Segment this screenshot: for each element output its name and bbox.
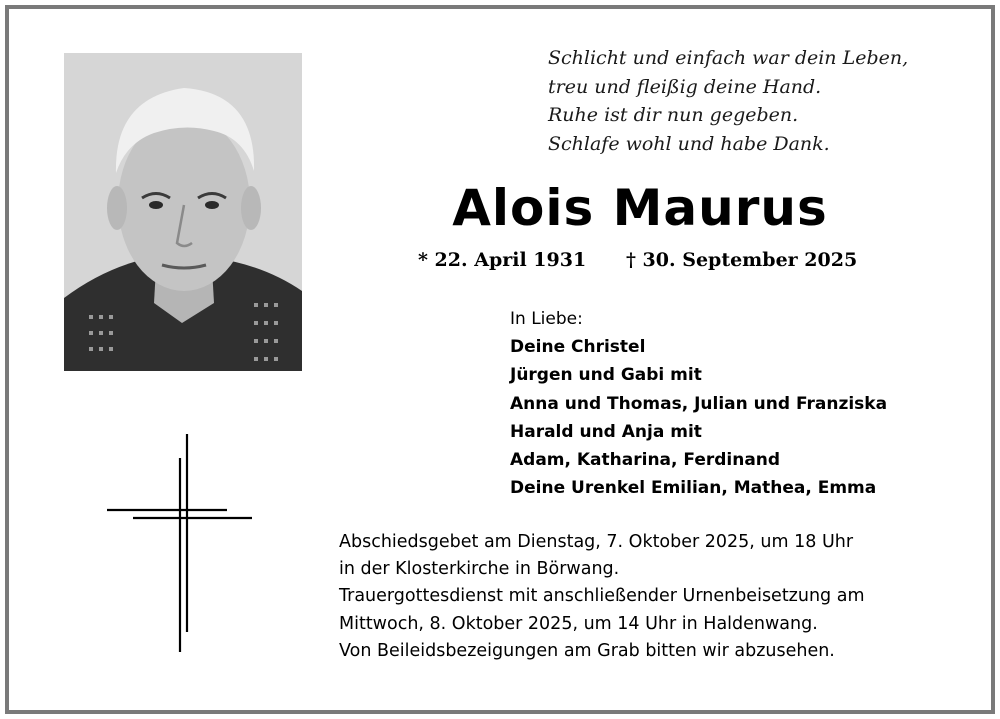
poem-line: Ruhe ist dir nun gegeben. — [548, 104, 799, 126]
ceremony-line: Abschiedsgebet am Dienstag, 7. Oktober 2025, um 18 Uhr — [339, 532, 854, 552]
ceremony-line: in der Klosterkirche in Börwang. — [339, 559, 620, 580]
family-member: Adam, Katharina, Ferdinand — [510, 450, 781, 471]
ceremony-info — [339, 529, 865, 665]
family-member: Jürgen und Gabi mit — [510, 365, 702, 386]
ceremony-line: Von Beileidsbezeigungen am Grab bitten wir abzusehen. — [339, 640, 835, 661]
family-member: Deine Christel — [510, 337, 646, 358]
family-member: Anna und Thomas, Julian und Franziska — [510, 393, 888, 414]
deceased-name: Alois Maurus — [452, 179, 828, 237]
poem — [548, 44, 908, 158]
family-list — [510, 305, 887, 502]
death-date: † 30. September 2025 — [626, 249, 858, 271]
double-line-cross-icon — [105, 432, 255, 654]
ceremony-line: Trauergottesdienst mit anschließender Urnenbeisetzung am — [339, 586, 865, 607]
family-member: Harald und Anja mit — [510, 421, 702, 442]
poem-line: treu und fleißig deine Hand. — [548, 75, 822, 98]
birth-date: * 22. April 1931 — [418, 249, 587, 271]
poem-line: Schlicht und einfach war dein Leben, — [548, 47, 909, 69]
poem-line: Schlafe wohl und habe Dank. — [548, 132, 830, 155]
family-member: Deine Urenkel Emilian, Mathea, Emma — [510, 478, 877, 499]
family-intro: In Liebe: — [510, 309, 583, 329]
ceremony-line: Mittwoch, 8. Oktober 2025, um 14 Uhr in Haldenwang. — [339, 613, 818, 634]
